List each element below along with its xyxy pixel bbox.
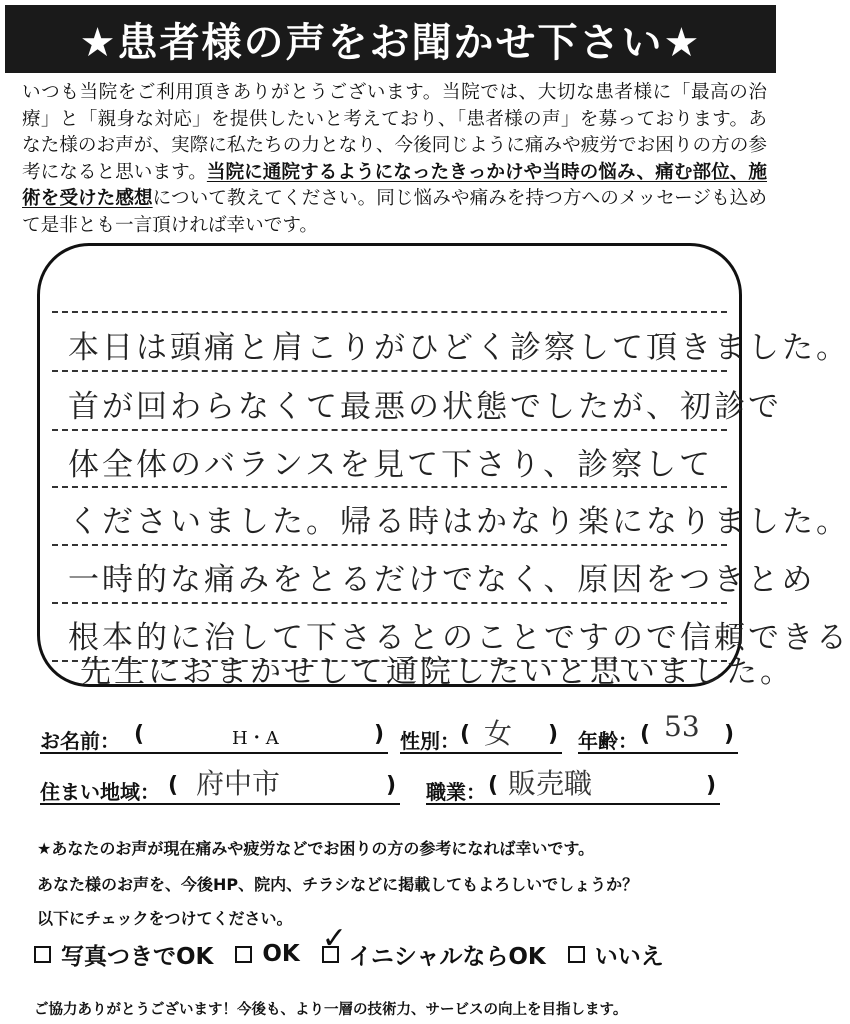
choice-no[interactable] [568,938,664,971]
page-banner [5,5,776,73]
gender-label: 性別： [400,729,460,753]
choice-ok[interactable] [235,941,299,967]
checkbox-photo-ok[interactable] [34,946,51,963]
name-close-paren: ) [374,722,385,747]
area-open-paren: ( [168,773,179,798]
ruled-line [52,429,727,431]
ruled-line [52,370,727,372]
job-underline [426,803,720,805]
choice-ok-label: OK [262,941,300,967]
gender-underline [400,752,562,754]
consent-options [34,920,754,972]
job-close-paren: ) [706,773,717,798]
note-line-3: 以下にチェックをつけてください。 [37,909,293,928]
message-line: 体全体のバランスを見て下さり、診察して [68,447,714,483]
gender-value: 女 [484,717,513,750]
message-line: 根本的に治して下さるとのことですので信頼できる [68,620,850,656]
choice-initial-ok-label: イニシャルならOK [348,943,546,970]
age-close-paren: ) [724,722,735,747]
intro-emphasis: 当院に通院するようになったきっかけや当時の悩み、痛む部位、施術を受けた感想 [22,161,768,210]
name-label: お名前： [40,729,120,753]
age-value: 53 [664,710,700,743]
age-open-paren: ( [640,722,651,747]
ruled-line [52,486,727,488]
message-line: 首が回わらなくて最悪の状態でしたが、初診で [68,389,782,425]
checkbox-no[interactable] [568,946,585,963]
area-label: 住まい地域： [40,780,160,804]
message-line: 本日は頭痛と肩こりがひどく診察して頂きました。 [68,330,850,366]
footer-text: ご協力ありがとうございます！今後も、より一層の技術力、サービスの向上を目指します。 [34,1002,628,1018]
check-mark-icon: ✓ [321,920,347,956]
checkbox-ok[interactable] [235,946,252,963]
message-box [37,243,850,690]
intro-text-1: いつも当院をご利用頂きありがとうございます。当院では、大切な患者様に「最高の治療」と「親身な対応」を提供したいと考えており、「患者様の声」を募っております。あなた様のお声が、実際に私たちの力となり、今後同じように痛みや疲労でお困りの方の参考になると思います。 [22,82,767,183]
intro-text-2: について教えてください。同じ悩みや痛みを持つ方へのメッセージも込めて是非とも一言頂ければ幸いです。 [22,188,767,236]
area-underline [40,803,400,805]
message-line: 一時的な痛みをとるだけでなく、原因をつきとめ [68,562,816,598]
job-label: 職業： [426,780,486,804]
banner-title: ★患者様の声をお聞かせ下さい★ [79,19,702,66]
age-underline [578,752,738,754]
ruled-line [52,311,727,313]
gender-open-paren: ( [460,722,471,747]
ruled-line [52,602,727,604]
name-open-paren: ( [134,722,145,747]
choice-no-label: いいえ [594,943,664,970]
job-open-paren: ( [488,773,499,798]
message-line: 先生におまかせして通院したいと思いました。 [80,654,794,690]
note-line-2: あなた様のお声を、今後HP、院内、チラシなどに掲載してもよろしいでしょうか？ [37,875,639,894]
ruled-line [52,544,727,546]
choice-photo-ok[interactable] [34,938,213,971]
intro-paragraph [22,80,767,240]
gender-close-paren: ) [548,722,559,747]
name-value: H・A [232,728,279,749]
area-close-paren: ) [386,773,397,798]
choice-initial-ok[interactable] [321,920,546,971]
message-line: くださいました。帰る時はかなり楽になりました。 [68,504,850,540]
age-label: 年齢： [578,729,638,753]
area-value: 府中市 [196,767,281,800]
name-underline [40,752,388,754]
job-value: 販売職 [508,767,593,800]
checkbox-initial-ok[interactable] [321,920,347,963]
note-line-1: ★あなたのお声が現在痛みや疲労などでお困りの方の参考になれば幸いです。 [37,839,595,858]
choice-photo-ok-label: 写真つきでOK [61,943,214,970]
